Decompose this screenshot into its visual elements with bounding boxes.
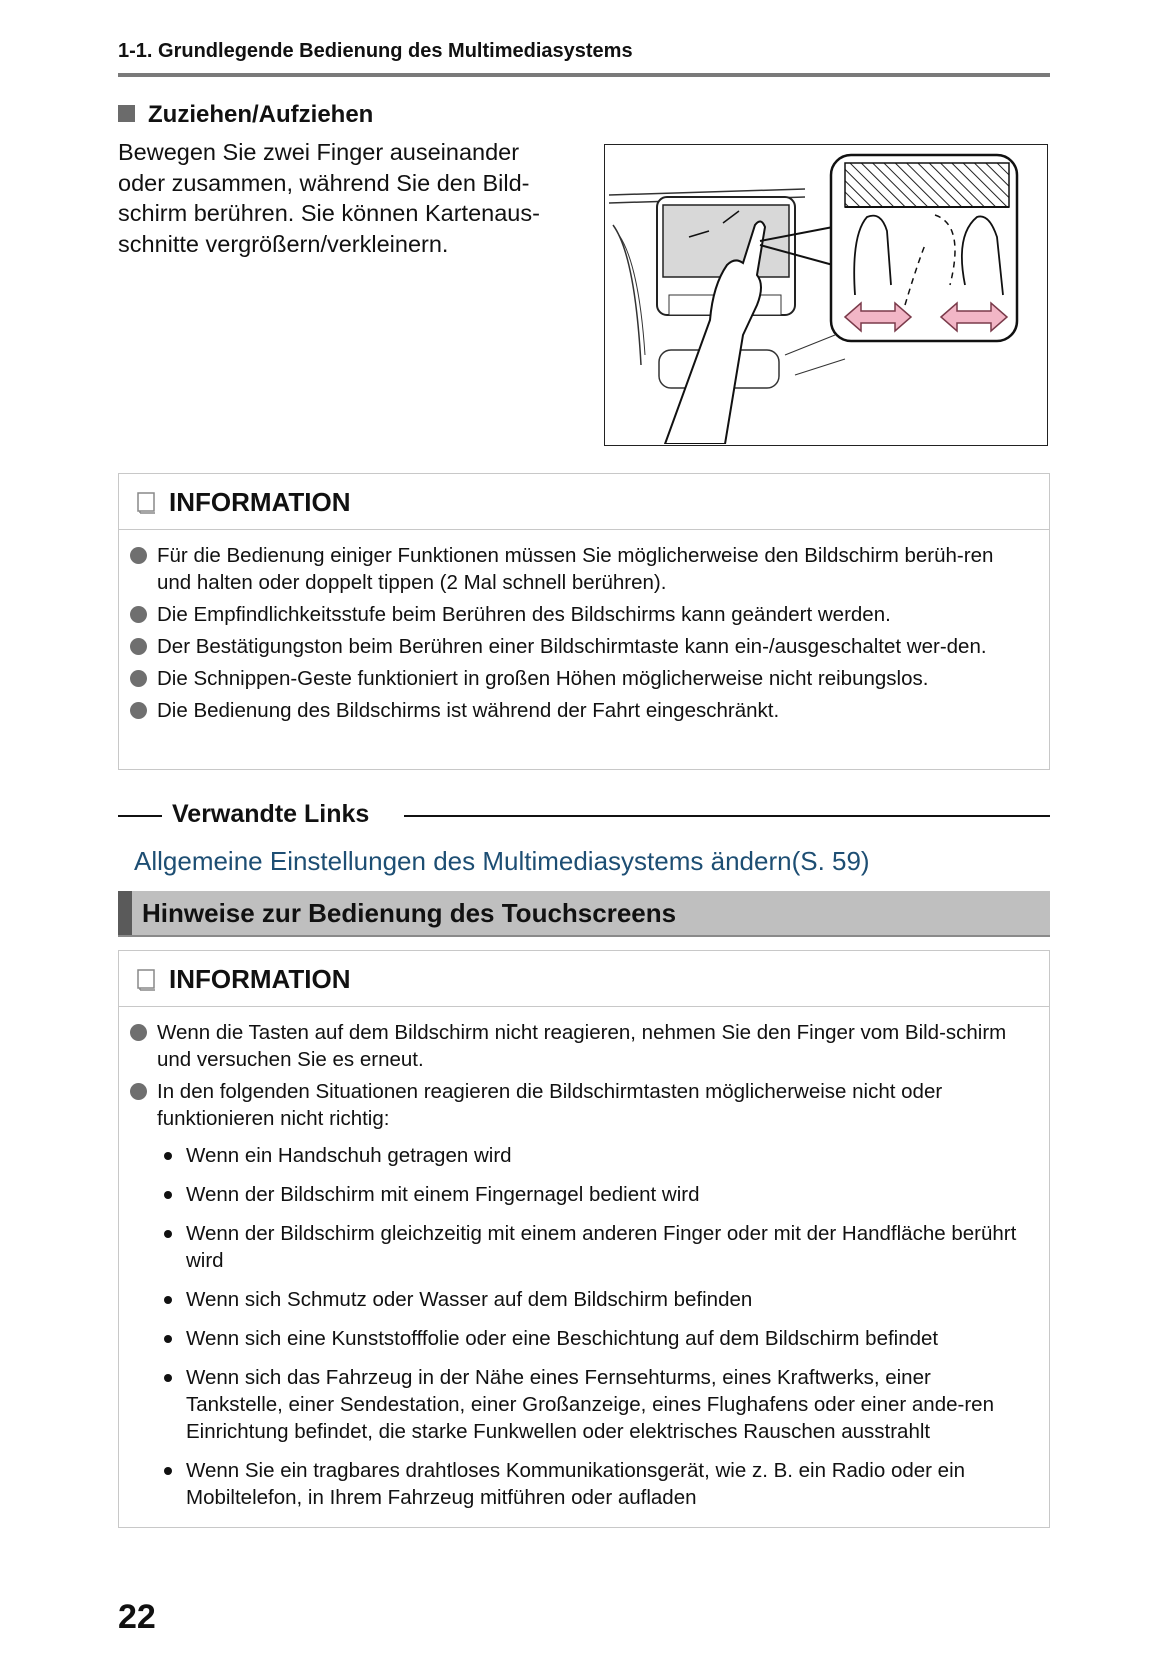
list-item (119, 1078, 1049, 1132)
information-box-1 (118, 473, 1050, 770)
section-banner (118, 891, 1050, 937)
section-body-line: schnitte vergrößern/verkleinern. (118, 230, 449, 257)
list-item-text: In den folgenden Situationen reagieren die Bildschirmtasten möglicherweise nicht oder funktionieren nicht richtig: (157, 1080, 943, 1130)
related-link[interactable]: Allgemeine Einstellungen des Multimediasystems ändern(S. 59) (134, 846, 870, 876)
sub-list-item (119, 1181, 1049, 1208)
list-item (119, 665, 1049, 692)
information-title: INFORMATION (169, 487, 351, 517)
list-item-text: Die Schnippen-Geste funktioniert in großen Höhen möglicherweise nicht reibungslos. (157, 667, 929, 690)
bullet-icon (130, 1083, 147, 1100)
sub-bullet-icon (164, 1296, 172, 1304)
bullet-icon (130, 638, 147, 655)
information-header (119, 951, 1049, 1007)
pinch-zoom-drawing (605, 145, 1046, 444)
banner-accent-bar (118, 891, 132, 935)
list-item (119, 697, 1049, 724)
information-box-2 (118, 950, 1050, 1528)
related-links-title: Verwandte Links (172, 800, 370, 828)
sub-list-item-text: Wenn ein Handschuh getragen wird (186, 1144, 512, 1167)
sub-bullet-icon (164, 1374, 172, 1382)
sub-list-item-text: Wenn sich Schmutz oder Wasser auf dem Bildschirm befinden (186, 1288, 753, 1311)
sub-list-item (119, 1364, 1049, 1445)
sub-list-item-text: Wenn Sie ein tragbares drahtloses Kommunikationsgerät, wie z. B. ein Radio oder ein Mobiltelefon, in Ihrem Fahrzeug mitführen oder aufladen (186, 1459, 966, 1509)
list-item-text: Die Empfindlichkeitsstufe beim Berühren des Bildschirms kann geändert werden. (157, 603, 891, 626)
information-header (119, 474, 1049, 530)
list-item (119, 633, 1049, 660)
bullet-icon (130, 670, 147, 687)
sub-list-item-text: Wenn der Bildschirm gleichzeitig mit einem anderen Finger oder mit der Handfläche berührt wird (186, 1222, 1017, 1272)
bullet-icon (130, 547, 147, 564)
bullet-icon (130, 606, 147, 623)
section-title: Zuziehen/Aufziehen (148, 101, 374, 128)
header-title: 1-1. Grundlegende Bedienung des Multimediasystems (118, 40, 633, 62)
sub-list-item-text: Wenn der Bildschirm mit einem Fingernagel bedient wird (186, 1183, 700, 1206)
page-number: 22 (118, 1598, 156, 1636)
book-icon (137, 969, 157, 991)
sub-bullet-icon (164, 1467, 172, 1475)
sub-list-item-text: Wenn sich das Fahrzeug in der Nähe eines Fernsehturms, eines Kraftwerks, einer Tankstelle, einer Sendestation, einer Großanzeige, eines Flughafens oder einer ande-ren Einrichtung befindet, die starke Funkwellen oder elektrisches Rauschen ausstrahlt (186, 1366, 994, 1443)
sub-list-item (119, 1142, 1049, 1169)
information-title: INFORMATION (169, 964, 351, 994)
section-body-line: oder zusammen, während Sie den Bild- (118, 169, 530, 196)
section-body (118, 137, 578, 259)
list-item-text: Der Bestätigungston beim Berühren einer Bildschirmtaste kann ein-/ausgeschaltet wer-den. (157, 635, 987, 658)
bullet-icon (130, 1024, 147, 1041)
related-links-rule-right (404, 815, 1050, 817)
header-divider (118, 73, 1050, 77)
book-icon (137, 492, 157, 514)
bullet-icon (130, 702, 147, 719)
information-list (119, 542, 1049, 729)
sub-bullet-icon (164, 1335, 172, 1343)
banner-title: Hinweise zur Bedienung des Touchscreens (142, 898, 677, 928)
list-item (119, 1019, 1049, 1073)
section-body-line: schirm berühren. Sie können Kartenaus- (118, 200, 540, 226)
list-item (119, 542, 1049, 596)
sub-list-item (119, 1286, 1049, 1313)
sub-list-item-text: Wenn sich eine Kunststofffolie oder eine Beschichtung auf dem Bildschirm befindet (186, 1327, 939, 1350)
pinch-zoom-illustration (604, 144, 1048, 446)
sub-list-item (119, 1220, 1049, 1274)
information-list (119, 1019, 1049, 1523)
related-links-rule-left (118, 815, 162, 817)
sub-list-item (119, 1457, 1049, 1511)
list-item-text: Die Bedienung des Bildschirms ist während der Fahrt eingeschränkt. (157, 699, 780, 722)
sub-bullet-icon (164, 1230, 172, 1238)
sub-list-item (119, 1325, 1049, 1352)
list-item (119, 601, 1049, 628)
list-item-text: Wenn die Tasten auf dem Bildschirm nicht reagieren, nehmen Sie den Finger vom Bild-schirm und versuchen Sie es erneut. (157, 1021, 1007, 1071)
sub-bullet-icon (164, 1152, 172, 1160)
section-body-line: Bewegen Sie zwei Finger auseinander (118, 139, 520, 165)
list-item-text: Für die Bedienung einiger Funktionen müssen Sie möglicherweise den Bildschirm berüh-ren und halten oder doppelt tippen (2 Mal schnell berühren). (157, 544, 994, 594)
sub-bullet-icon (164, 1191, 172, 1199)
section-marker-icon (118, 105, 135, 122)
